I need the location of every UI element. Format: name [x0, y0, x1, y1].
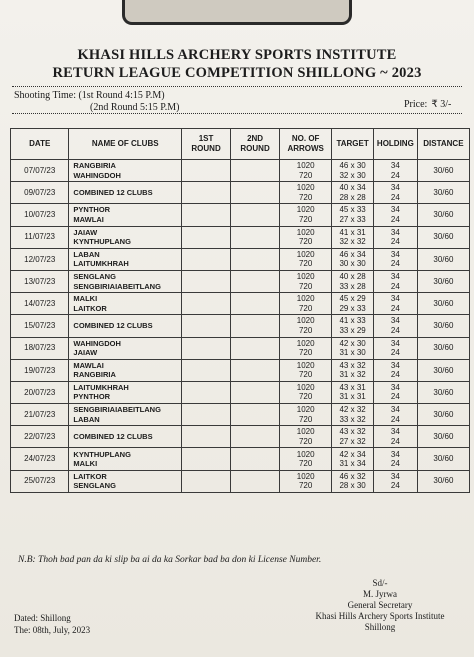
- signature-line: Shillong: [364, 622, 396, 632]
- clubs-cell: [69, 248, 182, 270]
- round2-cell: [231, 337, 280, 359]
- holding-cell: [373, 293, 417, 315]
- clubs-cell: [69, 315, 182, 337]
- distance-cell: 30/60: [417, 381, 469, 403]
- price-label: Price:: [404, 99, 428, 110]
- arrows-cell-line: 720: [298, 192, 313, 202]
- target-cell-line: 42 x 30: [339, 338, 366, 348]
- holding-cell-line: 34: [390, 427, 400, 437]
- target-cell-line: 31 x 34: [339, 459, 366, 469]
- target-cell: [332, 426, 374, 448]
- target-cell-line: 30 x 30: [339, 259, 366, 269]
- holding-cell-line: 24: [390, 436, 400, 446]
- table-row: [11, 426, 470, 448]
- clubs-cell-line: LAITUMKHRAH: [73, 259, 129, 269]
- date-cell: 19/07/23: [11, 359, 69, 381]
- arrows-cell: [280, 315, 332, 337]
- arrows-cell: [280, 404, 332, 426]
- clubs-cell-line: COMBINED 12 CLUBS: [73, 432, 153, 442]
- dated-block: [14, 612, 90, 636]
- clubs-cell: [69, 182, 182, 204]
- target-cell-line: 43 x 32: [339, 427, 366, 437]
- holding-cell-line: 24: [390, 459, 400, 469]
- target-cell-line: 42 x 32: [339, 405, 366, 415]
- arrows-cell: [280, 226, 332, 248]
- clubs-cell: [69, 226, 182, 248]
- arrows-cell-line: 1020: [296, 360, 315, 370]
- column-header: 1ST ROUND: [182, 129, 231, 160]
- target-cell-line: 46 x 32: [339, 471, 366, 481]
- arrows-cell: [280, 359, 332, 381]
- price: [404, 99, 451, 110]
- round1-cell: [182, 470, 231, 492]
- date-cell: 07/07/23: [11, 160, 69, 182]
- target-cell-line: 32 x 32: [339, 237, 366, 247]
- shooting-time-label: Shooting Time:: [14, 90, 76, 101]
- round2-cell: [231, 426, 280, 448]
- clubs-cell-line: JAIAW: [73, 227, 98, 237]
- round2-cell: [231, 226, 280, 248]
- clubs-cell-line: KYNTHUPLANG: [73, 449, 131, 459]
- distance-cell: 30/60: [417, 470, 469, 492]
- table-row: [11, 381, 470, 403]
- round1-cell: [182, 359, 231, 381]
- distance-cell: 30/60: [417, 182, 469, 204]
- date-cell: 18/07/23: [11, 337, 69, 359]
- holding-cell-line: 34: [390, 316, 400, 326]
- arrows-cell: [280, 381, 332, 403]
- clubs-cell-line: LAITKOR: [73, 471, 107, 481]
- target-cell-line: 46 x 30: [339, 161, 366, 171]
- holding-cell-line: 34: [390, 205, 400, 215]
- clubs-cell: [69, 293, 182, 315]
- target-cell-line: 28 x 28: [339, 192, 366, 202]
- target-cell: [332, 381, 374, 403]
- holding-cell-line: 34: [390, 471, 400, 481]
- arrows-cell-line: 1020: [296, 405, 315, 415]
- holding-cell-line: 24: [390, 370, 400, 380]
- target-cell-line: 33 x 28: [339, 281, 366, 291]
- distance-cell: 30/60: [417, 204, 469, 226]
- target-cell-line: 43 x 32: [339, 360, 366, 370]
- round1-cell: [182, 270, 231, 292]
- table-row: [11, 204, 470, 226]
- clubs-cell-line: COMBINED 12 CLUBS: [73, 321, 153, 331]
- clubs-cell: [69, 426, 182, 448]
- date-cell: 20/07/23: [11, 381, 69, 403]
- table-row: [11, 337, 470, 359]
- target-cell-line: 29 x 33: [339, 303, 366, 313]
- table-row: [11, 470, 470, 492]
- arrows-cell-line: 1020: [296, 471, 315, 481]
- column-header: DISTANCE: [417, 129, 469, 160]
- distance-cell: 30/60: [417, 426, 469, 448]
- target-cell-line: 28 x 30: [339, 481, 366, 491]
- table-row: [11, 226, 470, 248]
- target-cell: [332, 226, 374, 248]
- round1-cell: [182, 226, 231, 248]
- arrows-cell-line: 1020: [296, 205, 315, 215]
- column-header: NO. OF ARROWS: [280, 129, 332, 160]
- arrows-cell: [280, 470, 332, 492]
- clubs-cell: [69, 160, 182, 182]
- clubs-cell: [69, 381, 182, 403]
- holding-cell-line: 24: [390, 392, 400, 402]
- clubs-cell-line: MAWLAI: [73, 360, 104, 370]
- arrows-cell-line: 720: [298, 214, 313, 224]
- target-cell: [332, 160, 374, 182]
- holding-cell-line: 24: [390, 303, 400, 313]
- round1-cell: [182, 426, 231, 448]
- column-header: NAME OF CLUBS: [69, 129, 182, 160]
- holding-cell: [373, 470, 417, 492]
- note: N.B: Thoh bad pan da ki slip ba ai da ka Sorkar bad ba don ki License Number.: [18, 555, 322, 565]
- date-cell: 13/07/23: [11, 270, 69, 292]
- round1-cell: [182, 337, 231, 359]
- clubs-cell-line: MALKI: [73, 294, 98, 304]
- signature-line: General Secretary: [347, 600, 413, 610]
- target-cell-line: 27 x 32: [339, 436, 366, 446]
- clubs-cell-line: SENGBIRIAIABEITLANG: [73, 405, 161, 415]
- round2-cell: [231, 204, 280, 226]
- arrows-cell: [280, 448, 332, 470]
- holding-cell: [373, 270, 417, 292]
- column-header: TARGET: [332, 129, 374, 160]
- clipboard-clip: [122, 0, 352, 25]
- arrows-cell-line: 720: [298, 392, 313, 402]
- clubs-cell-line: SENGBIRIAIABEITLANG: [73, 281, 161, 291]
- schedule-table: [10, 128, 470, 493]
- signature-line: M. Jyrwa: [363, 589, 397, 599]
- clubs-cell: [69, 337, 182, 359]
- round2-cell: [231, 315, 280, 337]
- arrows-cell-line: 1020: [296, 427, 315, 437]
- distance-cell: 30/60: [417, 226, 469, 248]
- holding-cell: [373, 248, 417, 270]
- round1-cell: [182, 315, 231, 337]
- holding-cell-line: 34: [390, 183, 400, 193]
- arrows-cell-line: 720: [298, 481, 313, 491]
- target-cell: [332, 270, 374, 292]
- holding-cell-line: 24: [390, 192, 400, 202]
- round2-cell: [231, 381, 280, 403]
- holding-cell-line: 24: [390, 237, 400, 247]
- arrows-cell-line: 720: [298, 281, 313, 291]
- holding-cell-line: 34: [390, 272, 400, 282]
- arrows-cell-line: 720: [298, 303, 313, 313]
- round2-cell: [231, 248, 280, 270]
- holding-cell: [373, 204, 417, 226]
- holding-cell-line: 34: [390, 382, 400, 392]
- target-cell-line: 40 x 34: [339, 183, 366, 193]
- table-header-row: [11, 129, 470, 160]
- round2-cell: [231, 293, 280, 315]
- distance-cell: 30/60: [417, 337, 469, 359]
- table-row: [11, 315, 470, 337]
- date-cell: 12/07/23: [11, 248, 69, 270]
- target-cell-line: 31 x 32: [339, 370, 366, 380]
- holding-cell-line: 34: [390, 249, 400, 259]
- clubs-cell-line: MAWLAI: [73, 214, 104, 224]
- clubs-cell-line: COMBINED 12 CLUBS: [73, 188, 153, 198]
- arrows-cell-line: 720: [298, 459, 313, 469]
- round1-cell: [182, 248, 231, 270]
- target-cell: [332, 359, 374, 381]
- clubs-cell-line: MALKI: [73, 459, 98, 469]
- arrows-cell: [280, 204, 332, 226]
- target-cell-line: 40 x 28: [339, 272, 366, 282]
- holding-cell-line: 24: [390, 170, 400, 180]
- arrows-cell: [280, 293, 332, 315]
- clubs-cell-line: PYNTHOR: [73, 392, 111, 402]
- clubs-cell-line: LAITUMKHRAH: [73, 382, 129, 392]
- distance-cell: 30/60: [417, 404, 469, 426]
- holding-cell: [373, 337, 417, 359]
- arrows-cell-line: 720: [298, 370, 313, 380]
- round2-cell: [231, 470, 280, 492]
- holding-cell-line: 34: [390, 338, 400, 348]
- round1-cell: [182, 293, 231, 315]
- document-title: KHASI HILLS ARCHERY SPORTS INSTITUTE: [77, 47, 397, 63]
- clubs-cell-line: WAHINGDOH: [73, 170, 121, 180]
- target-cell-line: 31 x 31: [339, 392, 366, 402]
- clubs-cell: [69, 359, 182, 381]
- round1-cell: [182, 448, 231, 470]
- holding-cell-line: 34: [390, 360, 400, 370]
- target-cell: [332, 293, 374, 315]
- holding-cell-line: 34: [390, 449, 400, 459]
- target-cell-line: 31 x 30: [339, 348, 366, 358]
- target-cell-line: 33 x 29: [339, 325, 366, 335]
- round2-cell: [231, 448, 280, 470]
- table-row: [11, 448, 470, 470]
- arrows-cell-line: 720: [298, 348, 313, 358]
- arrows-cell: [280, 270, 332, 292]
- distance-cell: 30/60: [417, 293, 469, 315]
- holding-cell-line: 34: [390, 227, 400, 237]
- target-cell-line: 45 x 29: [339, 294, 366, 304]
- target-cell-line: 33 x 32: [339, 414, 366, 424]
- table-row: [11, 293, 470, 315]
- date-cell: 21/07/23: [11, 404, 69, 426]
- distance-cell: 30/60: [417, 160, 469, 182]
- table-row: [11, 404, 470, 426]
- target-cell: [332, 204, 374, 226]
- target-cell: [332, 315, 374, 337]
- date-cell: 14/07/23: [11, 293, 69, 315]
- distance-cell: 30/60: [417, 315, 469, 337]
- clubs-cell-line: KYNTHUPLANG: [73, 237, 131, 247]
- target-cell: [332, 182, 374, 204]
- target-cell-line: 45 x 33: [339, 205, 366, 215]
- target-cell-line: 41 x 31: [339, 227, 366, 237]
- round1-cell: [182, 404, 231, 426]
- arrows-cell-line: 1020: [296, 449, 315, 459]
- arrows-cell-line: 1020: [296, 294, 315, 304]
- target-cell-line: 42 x 34: [339, 449, 366, 459]
- holding-cell-line: 34: [390, 405, 400, 415]
- date-cell: 11/07/23: [11, 226, 69, 248]
- signature-block: [300, 578, 460, 633]
- round1-cell: [182, 381, 231, 403]
- clubs-cell: [69, 270, 182, 292]
- arrows-cell-line: 1020: [296, 183, 315, 193]
- target-cell: [332, 248, 374, 270]
- table-row: [11, 248, 470, 270]
- date-cell: 10/07/23: [11, 204, 69, 226]
- holding-cell: [373, 359, 417, 381]
- column-header: DATE: [11, 129, 69, 160]
- table-row: [11, 270, 470, 292]
- arrows-cell-line: 1020: [296, 249, 315, 259]
- dated-place: Dated: Shillong: [14, 613, 71, 623]
- distance-cell: 30/60: [417, 248, 469, 270]
- arrows-cell: [280, 160, 332, 182]
- signature-line: Khasi Hills Archery Sports Institute: [315, 611, 445, 621]
- round2-cell: [231, 404, 280, 426]
- clubs-cell-line: WAHINGDOH: [73, 338, 121, 348]
- holding-cell: [373, 182, 417, 204]
- arrows-cell: [280, 182, 332, 204]
- clubs-cell: [69, 204, 182, 226]
- date-cell: 09/07/23: [11, 182, 69, 204]
- holding-cell: [373, 404, 417, 426]
- signature-line: Sd/-: [372, 578, 388, 588]
- distance-cell: 30/60: [417, 359, 469, 381]
- round2-cell: [231, 182, 280, 204]
- holding-cell-line: 34: [390, 294, 400, 304]
- holding-cell-line: 24: [390, 348, 400, 358]
- clubs-cell: [69, 448, 182, 470]
- date-cell: 22/07/23: [11, 426, 69, 448]
- clubs-cell-line: LABAN: [73, 249, 100, 259]
- target-cell-line: 32 x 30: [339, 170, 366, 180]
- target-cell-line: 43 x 31: [339, 382, 366, 392]
- round1-cell: [182, 204, 231, 226]
- clubs-cell-line: RANGBIRIA: [73, 370, 116, 380]
- holding-cell-line: 24: [390, 281, 400, 291]
- target-cell-line: 27 x 33: [339, 214, 366, 224]
- round2-cell: [231, 270, 280, 292]
- column-header: HOLDING: [373, 129, 417, 160]
- target-cell-line: 46 x 34: [339, 249, 366, 259]
- round2-cell: [231, 359, 280, 381]
- clubs-cell-line: PYNTHOR: [73, 205, 111, 215]
- holding-cell-line: 24: [390, 259, 400, 269]
- clubs-cell-line: RANGBIRIA: [73, 161, 116, 171]
- arrows-cell-line: 1020: [296, 272, 315, 282]
- clubs-cell-line: JAIAW: [73, 348, 98, 358]
- arrows-cell-line: 1020: [296, 338, 315, 348]
- distance-cell: 30/60: [417, 270, 469, 292]
- arrows-cell-line: 1020: [296, 316, 315, 326]
- arrows-cell: [280, 426, 332, 448]
- holding-cell-line: 24: [390, 325, 400, 335]
- shooting-time-round1: [14, 90, 165, 101]
- date-cell: 24/07/23: [11, 448, 69, 470]
- dotted-divider: [12, 86, 462, 87]
- round1-cell: [182, 182, 231, 204]
- holding-cell: [373, 381, 417, 403]
- clubs-cell-line: SENGLANG: [73, 481, 116, 491]
- clubs-cell: [69, 470, 182, 492]
- distance-cell: 30/60: [417, 448, 469, 470]
- target-cell-line: 41 x 33: [339, 316, 366, 326]
- table-row: [11, 160, 470, 182]
- table-body: [11, 160, 470, 493]
- dotted-divider-2: [12, 113, 462, 114]
- document-subtitle: RETURN LEAGUE COMPETITION SHILLONG ~ 2023: [52, 65, 422, 81]
- holding-cell: [373, 160, 417, 182]
- column-header: 2ND ROUND: [231, 129, 280, 160]
- holding-cell: [373, 226, 417, 248]
- holding-cell-line: 24: [390, 481, 400, 491]
- arrows-cell: [280, 248, 332, 270]
- arrows-cell-line: 1020: [296, 161, 315, 171]
- target-cell: [332, 448, 374, 470]
- round1-cell: [182, 160, 231, 182]
- table-row: [11, 359, 470, 381]
- arrows-cell-line: 720: [298, 325, 313, 335]
- holding-cell-line: 24: [390, 214, 400, 224]
- arrows-cell: [280, 337, 332, 359]
- arrows-cell-line: 720: [298, 237, 313, 247]
- clubs-cell-line: LABAN: [73, 414, 100, 424]
- holding-cell-line: 24: [390, 414, 400, 424]
- clubs-cell-line: SENGLANG: [73, 272, 116, 282]
- holding-cell: [373, 315, 417, 337]
- target-cell: [332, 337, 374, 359]
- arrows-cell-line: 720: [298, 436, 313, 446]
- clubs-cell-line: LAITKOR: [73, 303, 107, 313]
- arrows-cell-line: 1020: [296, 382, 315, 392]
- round2-cell: [231, 160, 280, 182]
- target-cell: [332, 470, 374, 492]
- arrows-cell-line: 720: [298, 259, 313, 269]
- holding-cell: [373, 448, 417, 470]
- date-cell: 15/07/23: [11, 315, 69, 337]
- table-row: [11, 182, 470, 204]
- target-cell: [332, 404, 374, 426]
- clubs-cell: [69, 404, 182, 426]
- round1-time: (1st Round 4:15 P.M): [78, 90, 165, 101]
- holding-cell-line: 34: [390, 161, 400, 171]
- date-cell: 25/07/23: [11, 470, 69, 492]
- shooting-time-round2: (2nd Round 5:15 P.M): [90, 102, 180, 113]
- arrows-cell-line: 720: [298, 170, 313, 180]
- arrows-cell-line: 720: [298, 414, 313, 424]
- dated-date: The: 08th, July, 2023: [14, 625, 91, 635]
- holding-cell: [373, 426, 417, 448]
- price-value: ₹ 3/-: [431, 99, 452, 110]
- arrows-cell-line: 1020: [296, 227, 315, 237]
